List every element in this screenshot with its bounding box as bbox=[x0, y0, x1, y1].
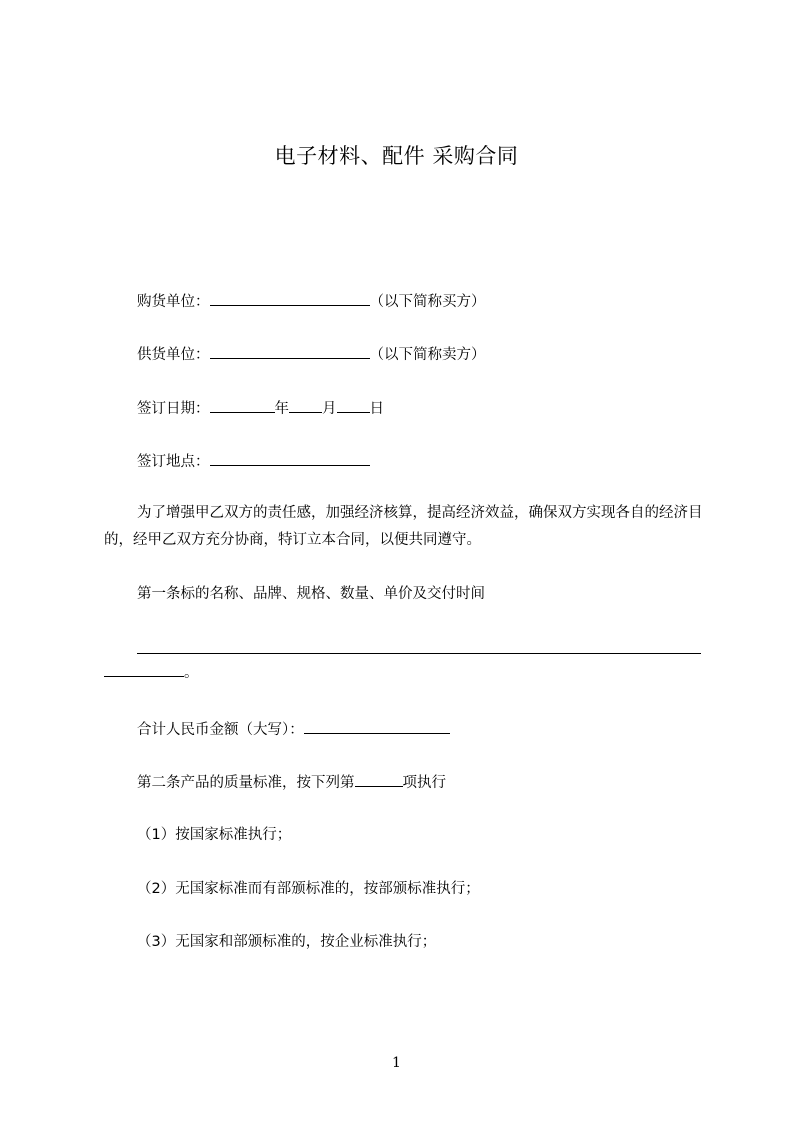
article1-blank-field[interactable] bbox=[137, 653, 701, 654]
total-amount-label: 合计人民币金额（大写）： bbox=[137, 722, 304, 738]
sign-place-label: 签订地点： bbox=[137, 454, 210, 470]
article1-blank-field-continued[interactable] bbox=[104, 662, 184, 677]
month-blank-field[interactable] bbox=[289, 398, 322, 413]
article1-heading: 第一条标的名称、品牌、规格、数量、单价及交付时间 bbox=[137, 586, 485, 602]
day-blank-field[interactable] bbox=[337, 398, 370, 413]
intro-paragraph: 为了增强甲乙双方的责任感，加强经济核算，提高经济效益，确保双方实现各自的经济目的，经甲乙双方充分协商，特订立本合同，以便共同遵守。 bbox=[104, 505, 703, 548]
article2-item-2: （2）无国家标准而有部颁标准的，按部颁标准执行； bbox=[137, 881, 480, 897]
total-amount-line bbox=[137, 719, 450, 740]
buyer-suffix: （以下简称买方） bbox=[369, 294, 486, 310]
day-label: 日 bbox=[369, 401, 384, 417]
year-label: 年 bbox=[274, 401, 289, 417]
article2-heading-prefix: 第二条产品的质量标准，按下列第 bbox=[137, 775, 355, 791]
sign-place-line bbox=[137, 451, 370, 472]
article2-heading-suffix: 项执行 bbox=[402, 775, 446, 791]
total-amount-blank-field[interactable] bbox=[304, 719, 450, 734]
seller-suffix: （以下简称卖方） bbox=[369, 347, 486, 363]
article2-item-3: （3）无国家和部颁标准的，按企业标准执行； bbox=[137, 934, 437, 950]
month-label: 月 bbox=[322, 401, 337, 417]
article1-second-line bbox=[104, 662, 199, 683]
sign-date-line bbox=[137, 398, 384, 419]
document-title: 电子材料、配件 采购合同 bbox=[274, 144, 519, 168]
buyer-label: 购货单位： bbox=[137, 294, 210, 310]
buyer-line bbox=[137, 291, 486, 312]
buyer-blank-field[interactable] bbox=[210, 291, 370, 306]
article1-end: 。 bbox=[184, 665, 199, 681]
seller-line bbox=[137, 344, 486, 365]
seller-blank-field[interactable] bbox=[210, 344, 370, 359]
page-number: 1 bbox=[392, 1055, 401, 1071]
seller-label: 供货单位： bbox=[137, 347, 210, 363]
article2-heading bbox=[137, 772, 446, 793]
article2-item-1: （1）按国家标准执行； bbox=[137, 827, 292, 843]
year-blank-field[interactable] bbox=[210, 398, 275, 413]
sign-place-blank-field[interactable] bbox=[210, 451, 370, 466]
article2-option-blank-field[interactable] bbox=[355, 772, 403, 787]
sign-date-label: 签订日期： bbox=[137, 401, 210, 417]
